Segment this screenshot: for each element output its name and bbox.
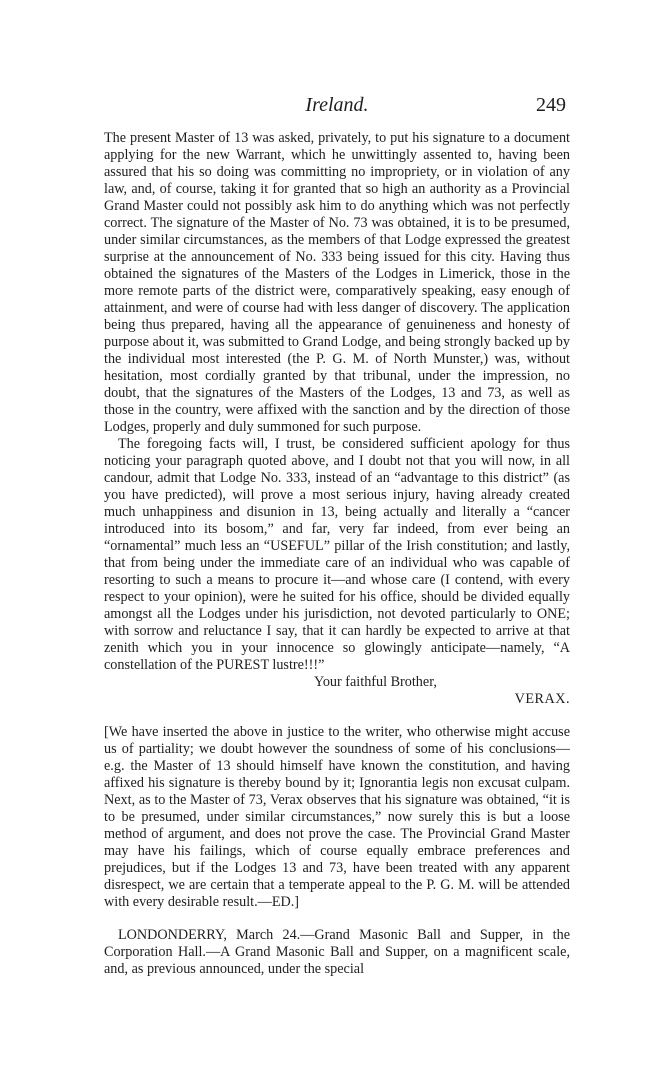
page-header: [104, 92, 570, 120]
letter-signature: VERAX.: [514, 691, 570, 707]
letter-closing: Your faithful Brother,: [314, 674, 437, 690]
running-title: Ireland.: [305, 94, 369, 116]
page-number: 249: [536, 94, 566, 116]
page-body: [104, 130, 570, 978]
letter-paragraph-2: The foregoing facts will, I trust, be considered sufficient apology for thus noticing your paragraph quoted above, and I doubt not that you will now, in all candour, admit that Lodge No. 333, instead of an “advantage to this district” (as you have predicted), will prove a most serious injury, having already created much unhappiness and disunion in 13, being actually and literally a “cancer introduced into its bosom,” and far, very far indeed, from ever being an “ornamental” much less an “USEFUL” pillar of the Irish constitution; and lastly, that from being under the immediate care of an individual who was capable of resorting to such a means to procure it—and whose care (I contend, with every respect to your opinion), were he suited for his office, should be divided equally amongst all the Lodges under his jurisdiction, not devoted particularly to ONE; with sorrow and reluctance I say, that it can hardly be expected to arrive at that zenith which you in your innocence so glowingly anticipate—namely, “A constellation of the PUREST lustre!!!”: [104, 436, 570, 673]
letter-paragraph-1: The present Master of 13 was asked, privately, to put his signature to a document applying for the new Warrant, which he unwittingly assented to, having been assured that his so doing was committing no impropriety, or in violation of any law, and, of course, taking it for granted that so high an authority as a Provincial Grand Master could not possibly ask him to do anything which was not perfectly correct. The signature of the Master of No. 73 was obtained, it is to be presumed, under similar circumstances, as the members of that Lodge expressed the greatest surprise at the announcement of No. 333 being issued for this city. Having thus obtained the signatures of the Masters of the Lodges in Limerick, those in the more remote parts of the district were, comparatively speaking, easy enough of attainment, and were of course had with less danger of discovery. The application being thus prepared, having all the appearance of genuineness and honesty of purpose about it, was submitted to Grand Lodge, and being strongly backed up by the individual most interested (the P. G. M. of North Munster,) was, without hesitation, most cordially granted by that tribunal, under the impression, no doubt, that the signatures of the Masters of the Lodges, 13 and 73, as well as those in the country, were affixed with the sanction and by the direction of those Lodges, properly and duly summoned for such purpose.: [104, 130, 570, 435]
londonderry-report: LONDONDERRY, March 24.—Grand Masonic Ball and Supper, in the Corporation Hall.—A Grand Masonic Ball and Supper, on a magnificent scale, and, as previous announced, under the special: [104, 927, 570, 977]
editor-note: [We have inserted the above in justice to the writer, who otherwise might accuse us of partiality; we doubt however the soundness of some of his conclusions—e.g. the Master of 13 should himself have known the constitution, and having affixed his signature is thereby bound by it; Ignorantia legis non excusat culpam. Next, as to the Master of 73, Verax observes that his signature was obtained, “it is to be presumed, under similar circumstances,” now surely this is but a loose method of argument, and does not prove the case. The Provincial Grand Master may have his failings, which of course equally embrace preferences and prejudices, but if the Lodges 13 and 73, have been treated with any apparent disrespect, we are certain that a temperate appeal to the P. G. M. will be attended with every desirable result.—ED.]: [104, 724, 570, 910]
letter-signature-block: [104, 674, 570, 708]
